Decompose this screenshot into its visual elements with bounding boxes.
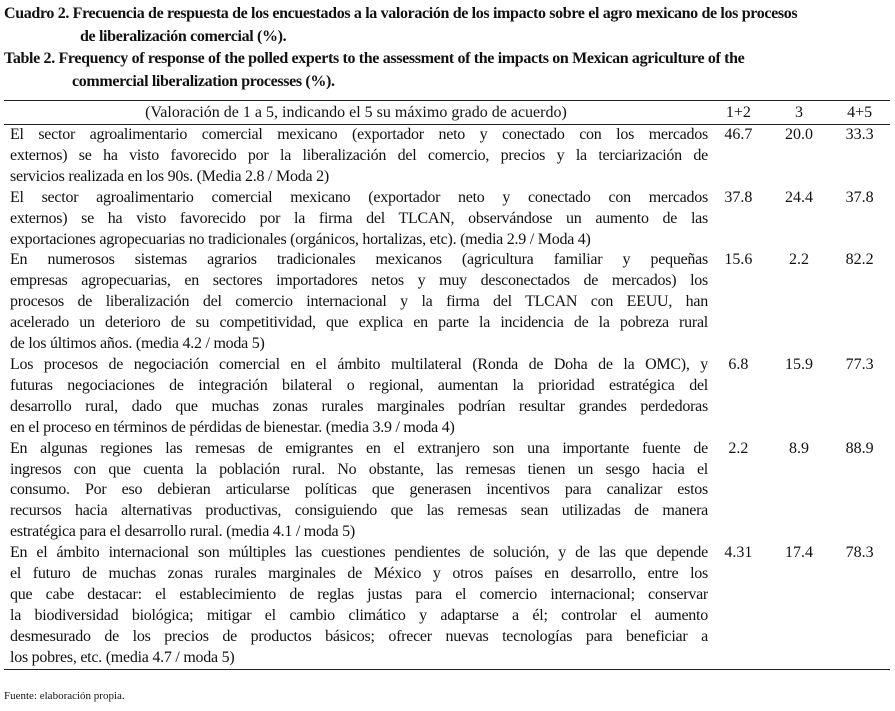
- value-1-2: 4.31: [724, 544, 753, 562]
- value-4-5: 37.8: [845, 188, 874, 206]
- caption-line: Table 2. Frequency of response of the polled experts to the assessment of the impacts on Mexican agriculture of the: [4, 50, 745, 67]
- statement-line: procesos de liberalización del comercio internacional y la firma del TLCAN con EEUU, han: [10, 293, 708, 311]
- value-1-2: 2.2: [728, 439, 749, 457]
- statement-line: acelerado un deterioro de su competitividad, que explica en parte la incidencia de la pobreza rural: [10, 314, 708, 332]
- table-row: [4, 355, 890, 439]
- statement-line: En numerosos sistemas agrarios tradicionales mexicanos (agricultura familiar y pequeñas: [10, 251, 708, 269]
- statement-line: desarrollo rural, dado que muchas zonas rurales marginales podrían resultar grandes perdedoras: [10, 397, 708, 415]
- statement-cell: [4, 250, 708, 355]
- statement-cell: [4, 355, 708, 439]
- statement-line: la biodiversidad biológica; mitigar el cambio climático y adaptarse a él; controlar el aumento: [10, 606, 708, 624]
- statement-line: los pobres, etc. (media 4.7 / moda 5): [10, 648, 235, 666]
- statement-line: ingresos con que cuenta la población rural. No obstante, las remesas tienen un sesgo hacia el: [10, 460, 708, 478]
- table-row: [4, 439, 890, 544]
- header-statement: (Valoración de 1 a 5, indicando el 5 su máximo grado de acuerdo): [145, 103, 567, 121]
- statement-line: En algunas regiones las remesas de emigrantes en el extranjero son una importante fuente de: [10, 439, 708, 457]
- caption-spanish: [4, 3, 892, 48]
- statement-line: externos) se ha visto favorecido por la firma del TLCAN, observándose un aumento de las: [10, 209, 708, 227]
- statement-line: servicios realizada en los 90s. (Media 2.8 / Moda 2): [10, 167, 329, 185]
- statement-cell: [4, 439, 708, 544]
- statement-line: El sector agroalimentario comercial mexicano (exportador neto y conectado con mercados: [10, 188, 708, 206]
- table-row: [4, 250, 890, 355]
- value-4-5: 33.3: [845, 126, 874, 143]
- value-3: 15.9: [784, 355, 813, 373]
- source-note: Fuente: elaboración propia.: [4, 690, 125, 702]
- statement-line: empresas agropecuarias, en sectores importadores netos y muy desconectados de mercados) los: [10, 272, 708, 290]
- value-3: 20.0: [784, 126, 813, 143]
- statement-line: recursos hacia alternativas productivas, consiguiendo que las remesas sean utilizadas de manera: [10, 502, 708, 520]
- caption-line: commercial liberalization processes (%).: [72, 72, 335, 90]
- statement-line: de los últimos años. (media 4.2 / moda 5): [10, 335, 265, 353]
- statement-line: externos) se ha visto favorecido por la liberalización del comercio, precios y la terciarización de: [10, 146, 708, 164]
- statement-line: el futuro de muchas zonas rurales marginales de México y otros países en desarrollo, entre los: [10, 565, 708, 583]
- value-3: 8.9: [788, 439, 809, 457]
- value-3: 24.4: [784, 188, 813, 206]
- statement-line: futuras negociaciones de integración bilateral o regional, aumentan la prioridad estratégica del: [10, 376, 708, 394]
- value-4-5: 82.2: [845, 251, 874, 269]
- value-4-5: 77.3: [845, 355, 874, 373]
- statement-line: En el ámbito internacional son múltiples las cuestiones pendientes de solución, y de las que depende: [10, 544, 708, 562]
- value-1-2: 46.7: [724, 126, 753, 143]
- value-1-2: 15.6: [724, 251, 753, 269]
- table-row: [4, 125, 890, 188]
- value-3: 17.4: [784, 544, 813, 562]
- statement-line: que cabe destacar: el establecimiento de reglas justas para el comercio internacional; conservar: [10, 585, 708, 603]
- value-1-2: 37.8: [724, 188, 753, 206]
- statement-line: consumo. Por eso debieran articularse políticas que generasen incentivos para canalizar estos: [10, 481, 708, 499]
- header-3: 3: [794, 103, 803, 121]
- value-4-5: 78.3: [845, 544, 874, 562]
- table-row: [4, 543, 890, 669]
- statement-line: Los procesos de negociación comercial en el ámbito multilateral (Ronda de Doha de la OMC), y: [10, 355, 708, 373]
- caption-english: [4, 48, 892, 93]
- statement-cell: [4, 125, 708, 188]
- statement-cell: [4, 543, 708, 669]
- statement-line: desmesurado de los precios de productos básicos; ofrecer nuevas tecnologías para beneficiar a: [10, 627, 708, 645]
- table-header-row: [4, 101, 890, 125]
- value-3: 2.2: [788, 251, 809, 269]
- statement-line: en el proceso en términos de pérdidas de bienestar. (media 3.9 / moda 4): [10, 418, 455, 436]
- caption-line: de liberalización comercial (%).: [80, 27, 287, 45]
- statement-line: estratégica para el desarrollo rural. (media 4.1 / moda 5): [10, 523, 355, 541]
- value-4-5: 88.9: [845, 439, 874, 457]
- statement-cell: [4, 188, 708, 251]
- value-1-2: 6.8: [728, 355, 749, 373]
- frequency-table: [4, 100, 890, 670]
- header-4-5: 4+5: [847, 103, 873, 121]
- statement-line: El sector agroalimentario comercial mexicano (exportador neto y conectado con los mercados: [10, 126, 708, 143]
- header-1-2: 1+2: [725, 103, 751, 121]
- caption-line: Cuadro 2. Frecuencia de respuesta de los encuestados a la valoración de los impacto sobre el agro mexicano de los procesos: [4, 5, 798, 22]
- table-row: [4, 188, 890, 251]
- statement-line: exportaciones agropecuarias no tradicionales (orgánicos, hortalizas, etc). (media 2.9 / Moda 4): [10, 230, 591, 248]
